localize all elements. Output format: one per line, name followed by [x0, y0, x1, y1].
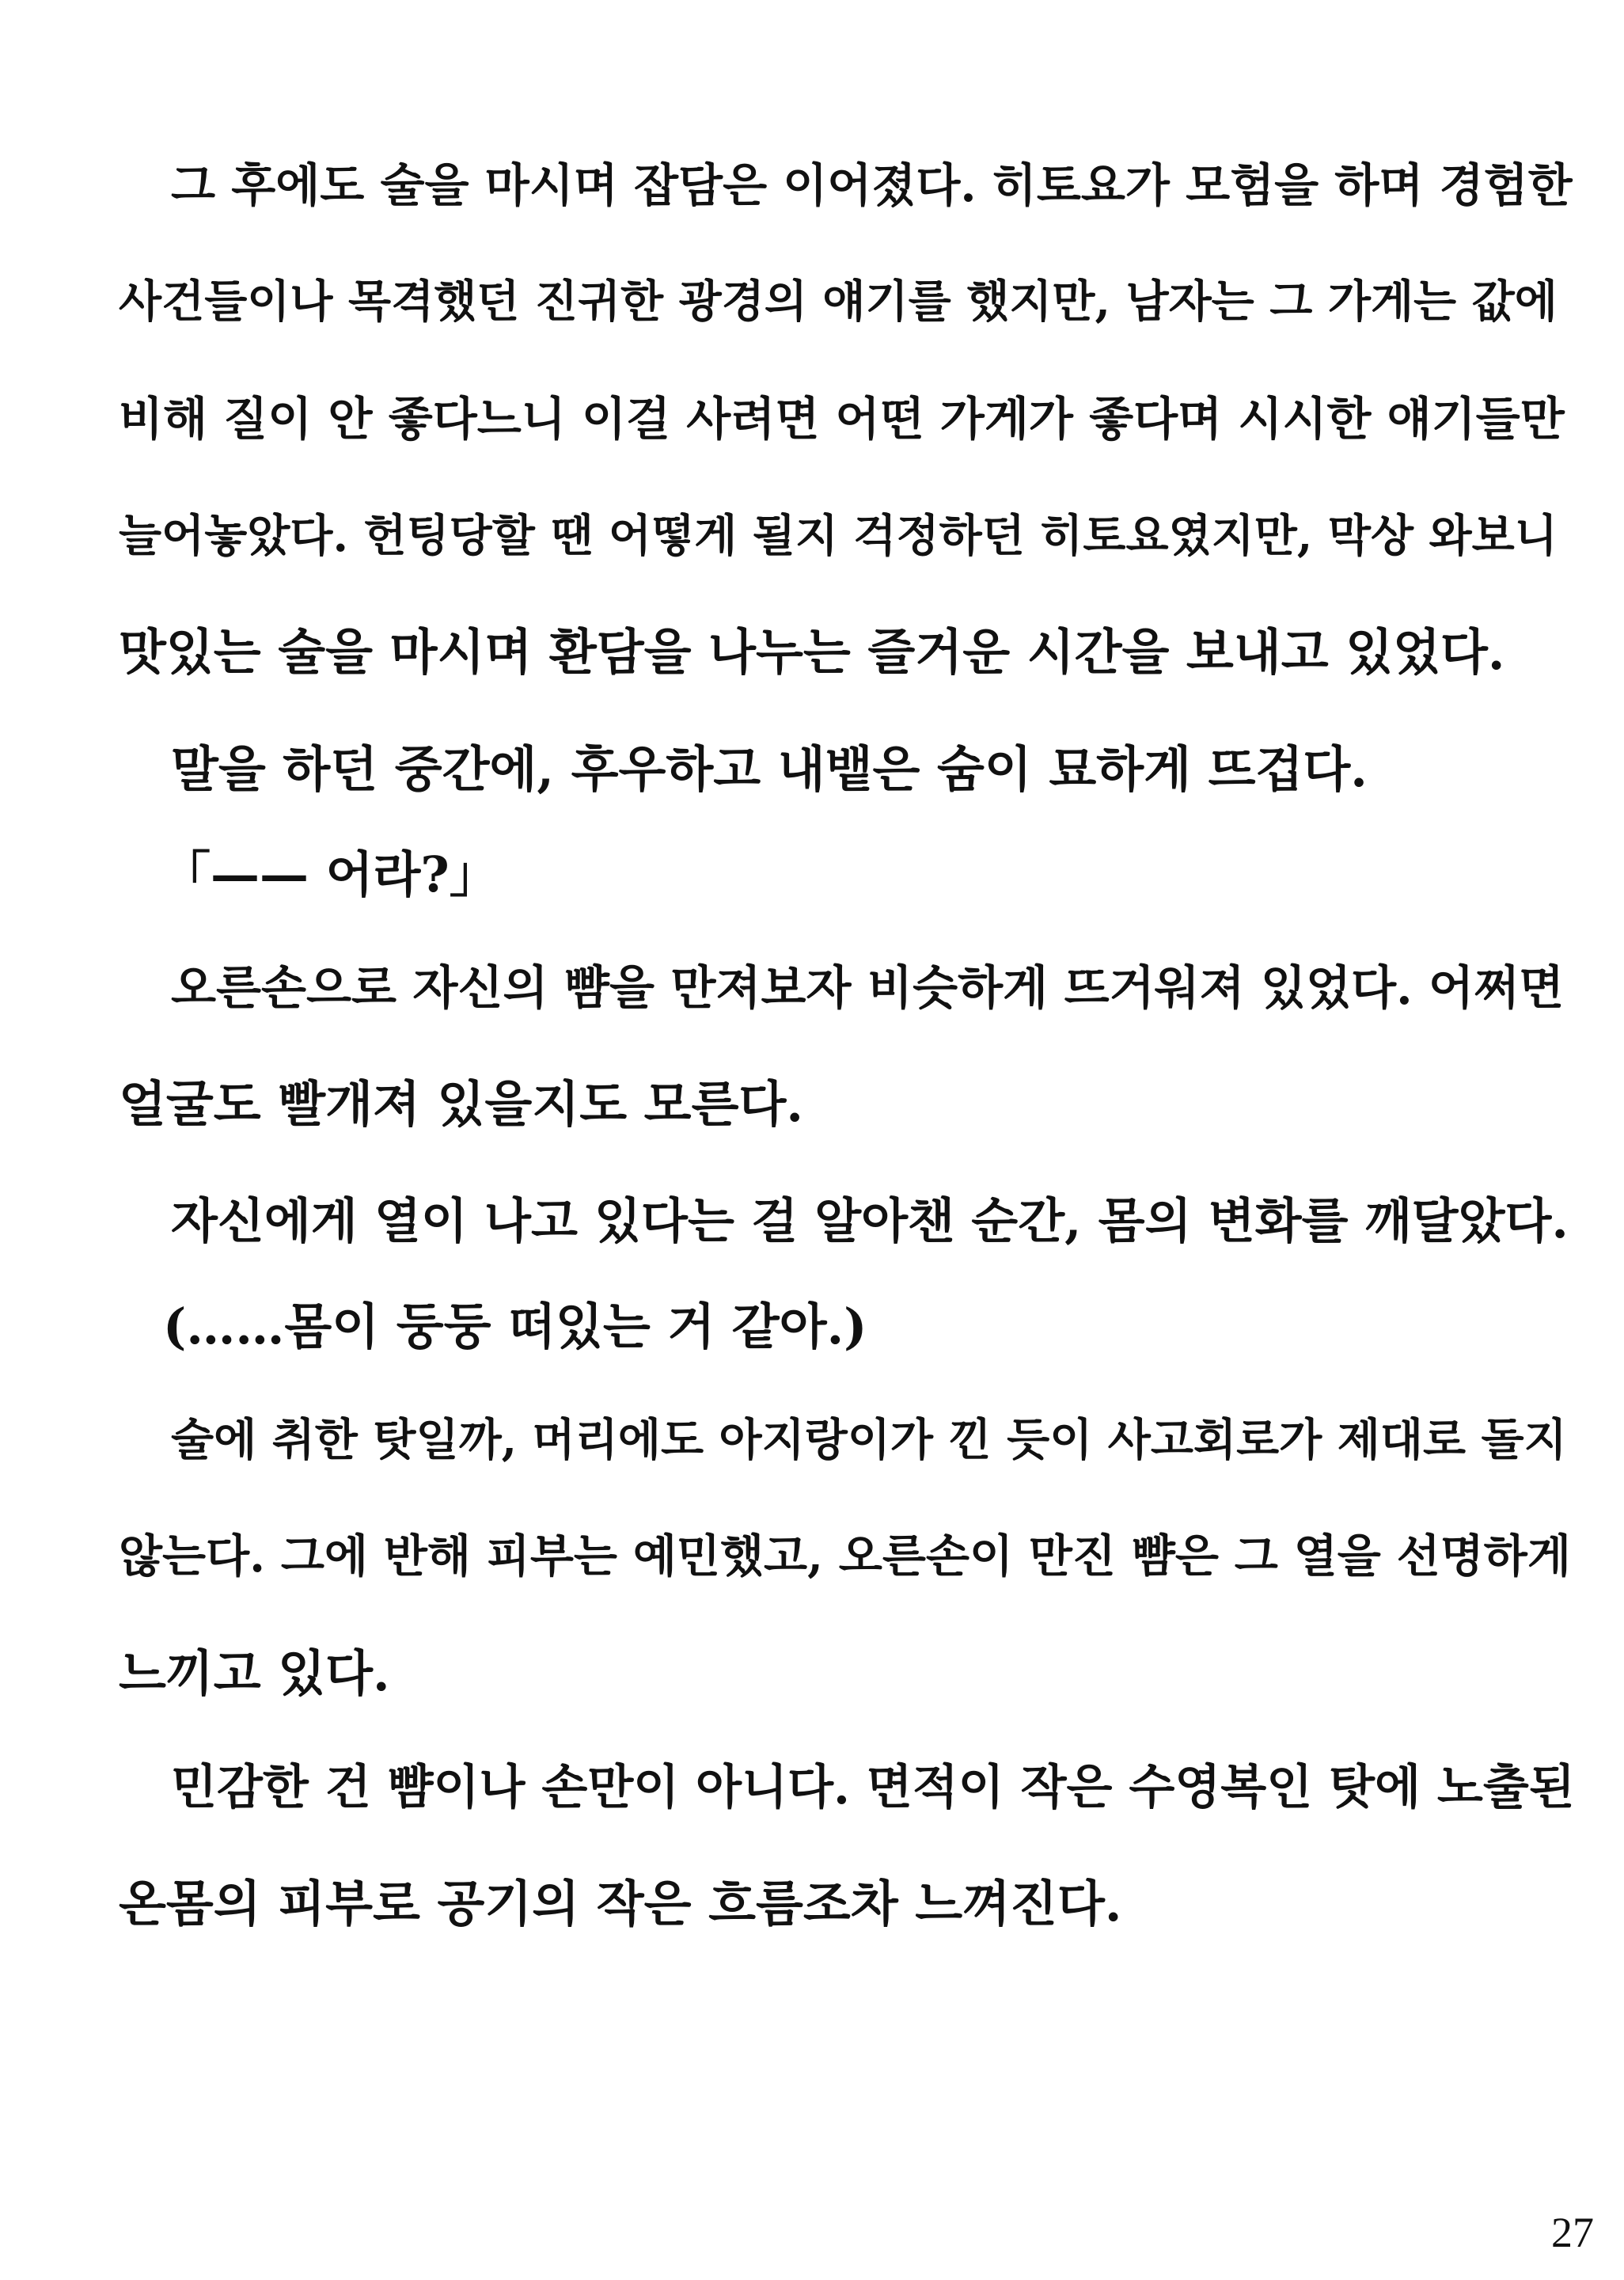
- text-line: 그 후에도 술을 마시며 잡담은 이어졌다. 히토요가 모험을 하며 경험한: [171, 158, 1573, 212]
- text-line: 얼굴도 빨개져 있을지도 모른다.: [119, 1075, 803, 1133]
- text-line: 사건들이나 목격했던 진귀한 광경의 얘기를 했지만, 남자는 그 가게는 값에: [119, 276, 1558, 328]
- page-number: 27: [1551, 2209, 1594, 2256]
- text-line: 느끼고 있다.: [119, 1644, 390, 1702]
- text-line: 온몸의 피부로 공기의 작은 흐름조차 느껴진다.: [119, 1875, 1122, 1932]
- text-line: 비해 질이 안 좋다느니 이걸 사려면 어떤 가게가 좋다며 시시한 얘기들만: [119, 392, 1565, 446]
- text-line: 오른손으로 자신의 뺨을 만져보자 비슷하게 뜨거워져 있었다. 어쩌면: [171, 960, 1565, 1015]
- text-line: (……몸이 둥둥 떠있는 거 같아.): [163, 1298, 867, 1355]
- text-line: 자신에게 열이 나고 있다는 걸 알아챈 순간, 몸의 변화를 깨달았다.: [171, 1193, 1569, 1249]
- text-line: 않는다. 그에 반해 피부는 예민했고, 오른손이 만진 뺨은 그 열을 선명하게: [119, 1530, 1571, 1583]
- text-line: 늘어놓았다. 헌팅당할 땐 어떻게 될지 걱정하던 히토요였지만, 막상 와보니: [119, 510, 1558, 562]
- text-line: 맛있는 술을 마시며 환담을 나누는 즐거운 시간을 보내고 있었다.: [119, 623, 1505, 681]
- text-line: 술에 취한 탓일까, 머리에도 아지랑이가 낀 듯이 사고회로가 제대로 돌지: [171, 1414, 1567, 1466]
- text-line: 말을 하던 중간에, 후우하고 내뱉은 숨이 묘하게 뜨겁다.: [171, 740, 1368, 798]
- text-line: 「—— 어라?」: [161, 846, 499, 903]
- text-line: 민감한 건 뺨이나 손만이 아니다. 면적이 작은 수영복인 탓에 노출된: [171, 1760, 1575, 1815]
